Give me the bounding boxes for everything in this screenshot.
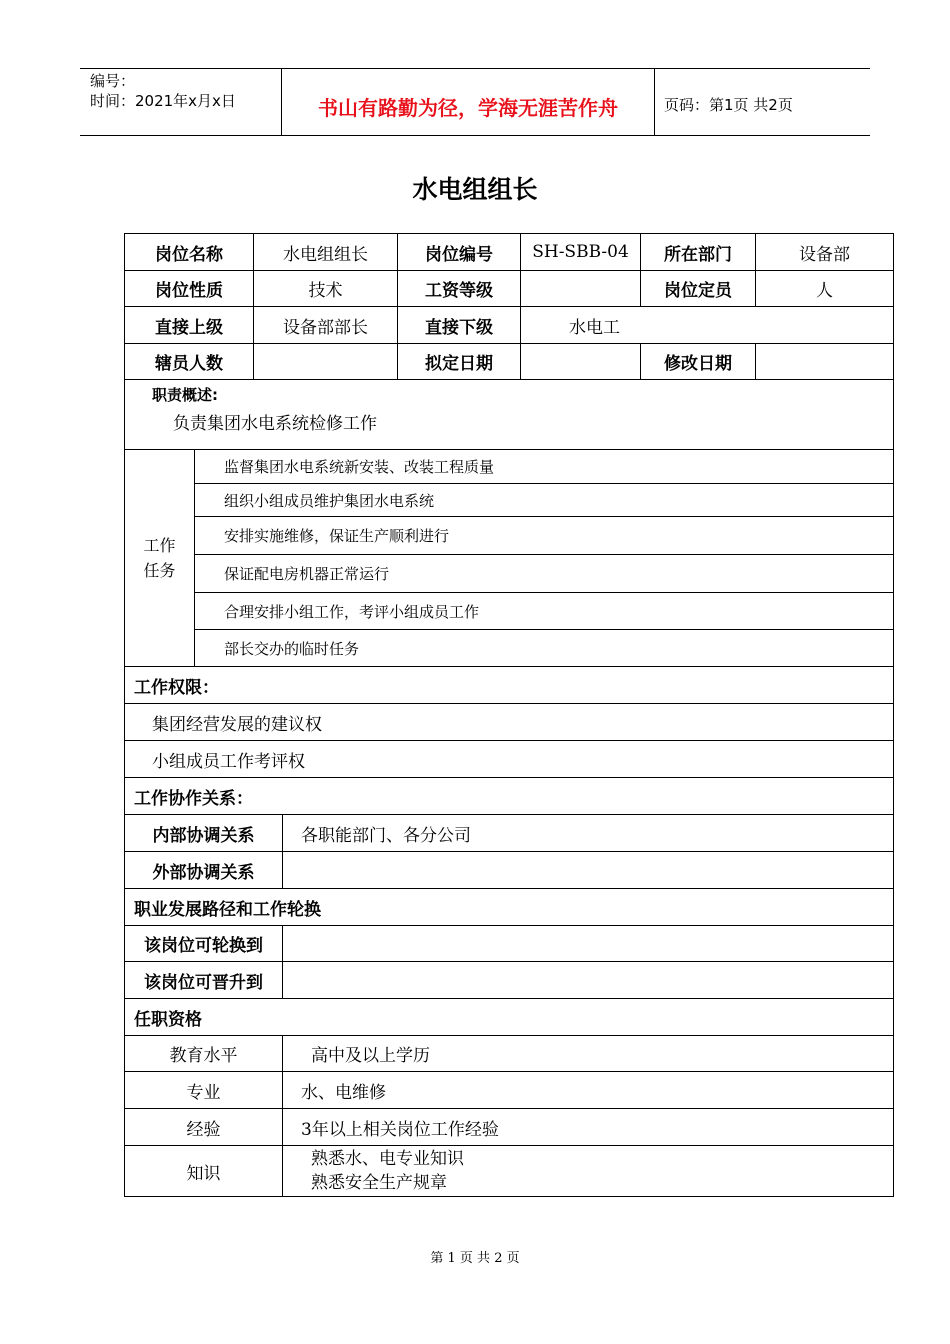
post-name-value: 水电组组长 [254, 234, 398, 271]
internal-cooperation-label: 内部协调关系 [125, 815, 283, 852]
page-title: 水电组组长 [412, 175, 538, 204]
header-divider-right [654, 68, 655, 136]
external-cooperation-row [125, 852, 894, 889]
cooperation-label: 工作协作关系： [125, 778, 894, 815]
cooperation-header-row [125, 778, 894, 815]
knowledge-row [125, 1146, 894, 1197]
knowledge-line: 熟悉水、电专业知识 [311, 1149, 464, 1169]
rotation-value [283, 926, 894, 962]
info-row-1 [125, 234, 894, 271]
task-row [125, 450, 894, 484]
major-label: 专业 [125, 1072, 283, 1109]
post-code-label: 岗位编号 [398, 234, 521, 271]
staff-label: 辖员人数 [125, 344, 254, 380]
summary-label: 职责概述: [152, 386, 218, 404]
internal-cooperation-value: 各职能部门、各分公司 [283, 815, 894, 852]
task-item: 合理安排小组工作，考评小组成员工作 [195, 593, 894, 630]
subordinate-value: 水电工 [521, 307, 894, 344]
grade-label: 工资等级 [398, 271, 521, 307]
authority-row [125, 741, 894, 778]
dept-value: 设备部 [756, 234, 894, 271]
knowledge-line: 熟悉安全生产规章 [311, 1173, 447, 1193]
draft-date-value [521, 344, 641, 380]
info-row-2 [125, 271, 894, 307]
staff-value [254, 344, 398, 380]
footer-page-number: 第 1 页 共 2 页 [430, 1251, 520, 1266]
job-description-table [124, 233, 894, 1197]
quota-label: 岗位定员 [641, 271, 756, 307]
revise-date-label: 修改日期 [641, 344, 756, 380]
career-header-row [125, 889, 894, 926]
tasks-label-line1: 工作 [143, 536, 176, 555]
superior-value: 设备部部长 [254, 307, 398, 344]
post-name-label: 岗位名称 [125, 234, 254, 271]
task-row [125, 517, 894, 555]
post-code-value: SH-SBB-04 [521, 234, 641, 271]
authority-item: 小组成员工作考评权 [125, 741, 894, 778]
knowledge-cell [283, 1146, 894, 1197]
task-row [125, 630, 894, 667]
task-row [125, 593, 894, 630]
revise-date-value [756, 344, 894, 380]
education-row [125, 1036, 894, 1072]
knowledge-label: 知识 [125, 1146, 283, 1197]
grade-value [521, 271, 641, 307]
document-number-label: 编号： [90, 72, 136, 90]
promotion-label: 该岗位可晋升到 [125, 962, 283, 999]
rotation-label: 该岗位可轮换到 [125, 926, 283, 962]
task-item: 监督集团水电系统新安装、改装工程质量 [195, 450, 894, 484]
subordinate-label: 直接下级 [398, 307, 521, 344]
authority-header-row [125, 667, 894, 704]
qualification-header-row [125, 999, 894, 1036]
dept-label: 所在部门 [641, 234, 756, 271]
task-row [125, 555, 894, 593]
header-bottom-rule [80, 135, 870, 136]
internal-cooperation-row [125, 815, 894, 852]
authority-item: 集团经营发展的建议权 [125, 704, 894, 741]
tasks-label-line2: 任务 [143, 561, 176, 580]
experience-row [125, 1109, 894, 1146]
nature-value: 技术 [254, 271, 398, 307]
header-motto: 书山有路勤为径，学海无涯苦作舟 [318, 96, 618, 120]
task-row [125, 484, 894, 517]
external-cooperation-label: 外部协调关系 [125, 852, 283, 889]
info-row-3 [125, 307, 894, 344]
qualification-label: 任职资格 [125, 999, 894, 1036]
career-label: 职业发展路径和工作轮换 [125, 889, 894, 926]
quota-value: 人 [756, 271, 894, 307]
education-value: 高中及以上学历 [283, 1036, 894, 1072]
summary-row [125, 380, 894, 450]
major-row [125, 1072, 894, 1109]
document-date-label: 时间：2021年x月x日 [90, 92, 236, 110]
summary-cell [125, 380, 894, 450]
rotation-row [125, 926, 894, 962]
header-top-rule [80, 68, 870, 69]
authority-row [125, 704, 894, 741]
experience-label: 经验 [125, 1109, 283, 1146]
promotion-row [125, 962, 894, 999]
header-page-label: 页码：第1页 共2页 [664, 96, 793, 114]
task-item: 部长交办的临时任务 [195, 630, 894, 667]
experience-value: 3年以上相关岗位工作经验 [283, 1109, 894, 1146]
summary-text: 负责集团水电系统检修工作 [173, 414, 377, 434]
education-label: 教育水平 [125, 1036, 283, 1072]
major-value: 水、电维修 [283, 1072, 894, 1109]
tasks-label-cell [125, 450, 195, 667]
nature-label: 岗位性质 [125, 271, 254, 307]
draft-date-label: 拟定日期 [398, 344, 521, 380]
superior-label: 直接上级 [125, 307, 254, 344]
task-item: 保证配电房机器正常运行 [195, 555, 894, 593]
info-row-4 [125, 344, 894, 380]
external-cooperation-value [283, 852, 894, 889]
task-item: 安排实施维修，保证生产顺利进行 [195, 517, 894, 555]
promotion-value [283, 962, 894, 999]
authority-label: 工作权限： [125, 667, 894, 704]
task-item: 组织小组成员维护集团水电系统 [195, 484, 894, 517]
